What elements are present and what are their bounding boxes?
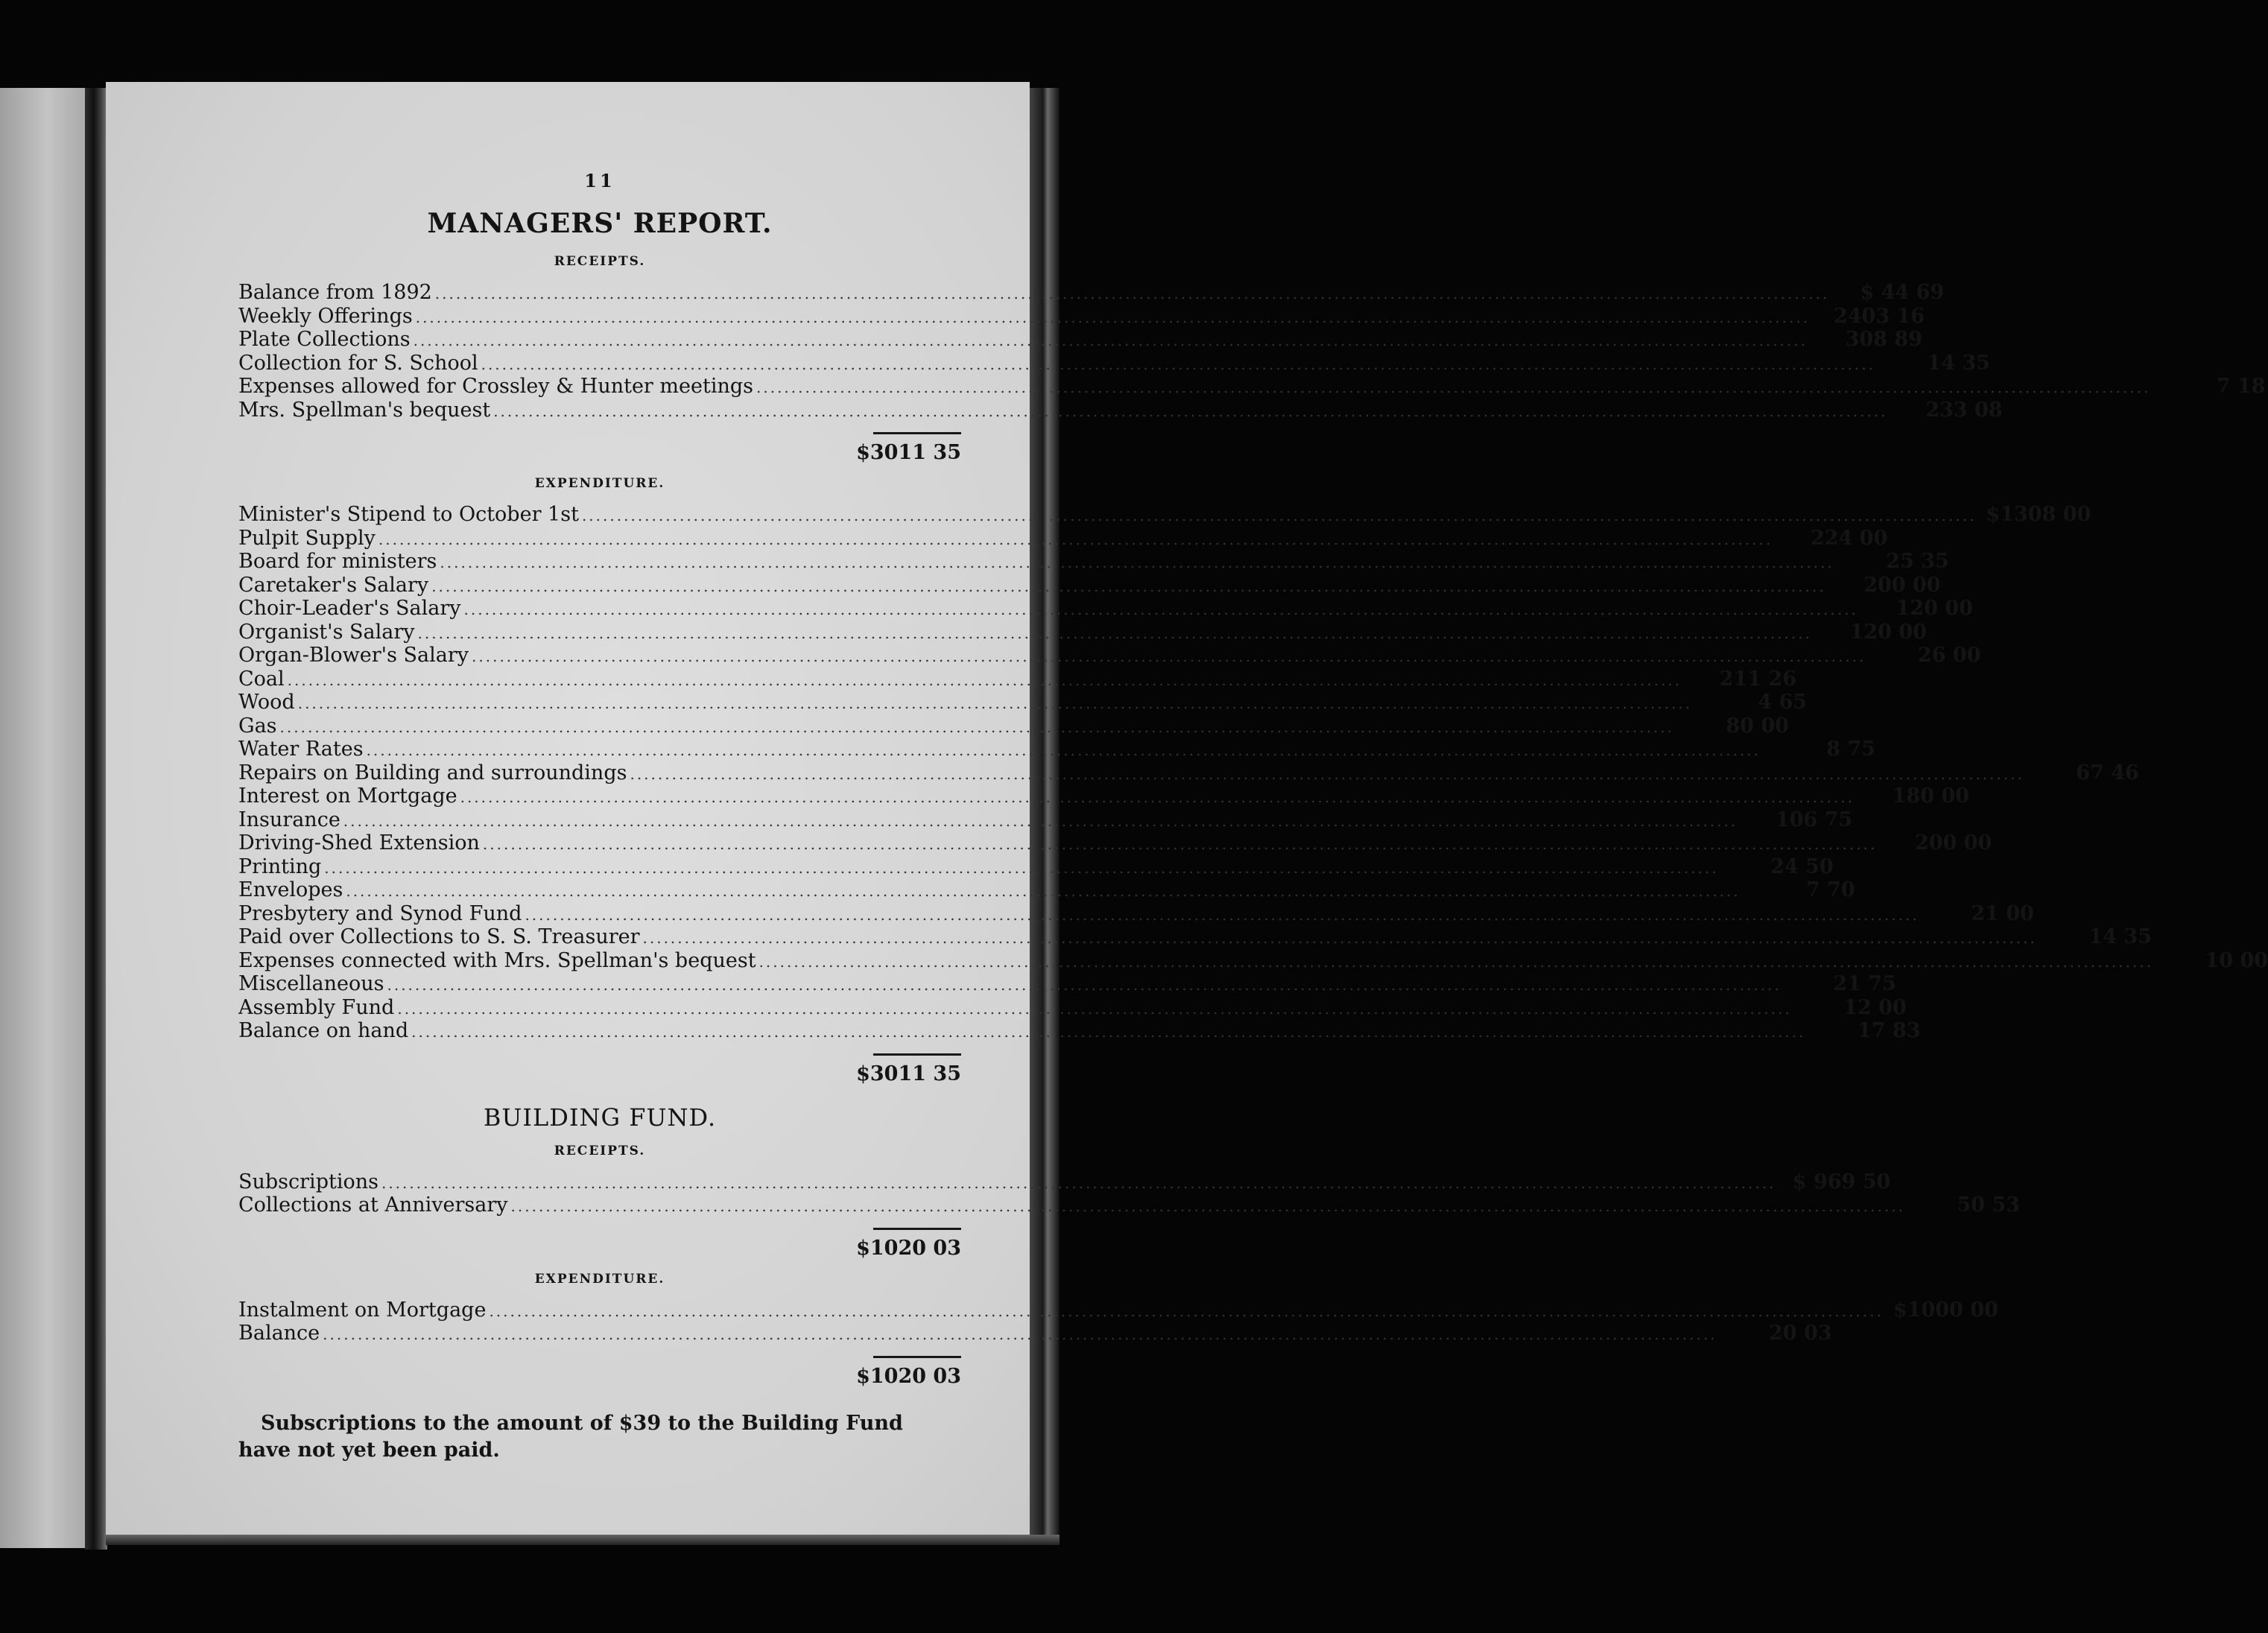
ledger-item-amount: 224 00 <box>1811 526 1888 550</box>
ledger-row <box>238 597 1973 621</box>
ledger-row <box>238 1193 2021 1217</box>
ledger-item-amount: 14 35 <box>2088 925 2152 948</box>
ledger-row <box>238 1019 1921 1043</box>
total-rule <box>873 1053 961 1056</box>
ledger-item-amount: 7 18 <box>2216 375 2266 398</box>
ledger-row <box>238 526 1888 551</box>
ledger-item-label: Board for ministers <box>238 550 437 573</box>
ledger-row <box>238 1322 1832 1345</box>
ledger-item-amount: 211 26 <box>1719 667 1797 691</box>
ledger-item-amount: 21 75 <box>1833 972 1896 995</box>
unpaid-subscriptions-note: Subscriptions to the amount of $39 to the Building Fund have not yet been paid. <box>238 1411 903 1462</box>
ledger-row <box>238 972 1896 996</box>
ledger-row <box>238 714 1790 738</box>
ledger-item-label: Minister's Stipend to October 1st <box>238 503 579 526</box>
ledger-item-amount: 26 00 <box>1917 644 1981 667</box>
ledger-row <box>238 398 2003 422</box>
ledger-item-amount: 200 00 <box>1863 573 1941 597</box>
ledger-item-label: Balance <box>238 1322 320 1345</box>
ledger-item-label: Collections at Anniversary <box>238 1193 508 1217</box>
ledger-row <box>238 281 1945 305</box>
ledger-item-amount: 7 70 <box>1806 878 1855 901</box>
ledger-item-label: Collection for S. School <box>238 351 478 375</box>
ledger-item-amount: 8 75 <box>1826 738 1876 761</box>
building-receipts-heading: RECEIPTS. <box>554 1143 646 1158</box>
ledger-item-label: Gas <box>238 714 277 738</box>
ledger-item-amount: 80 00 <box>1726 714 1790 738</box>
page-bottom-edge <box>106 1535 1059 1545</box>
leader-dots: ........................................................................................................................................................................................................ <box>756 378 2151 396</box>
ledger-item-label: Balance on hand <box>238 1019 409 1042</box>
ledger-row <box>238 738 1876 761</box>
total-rule <box>873 432 961 434</box>
ledger-row <box>238 691 1808 714</box>
ledger-item-amount: 10 00 <box>2205 948 2268 972</box>
building-receipts-ledger <box>238 1170 2021 1217</box>
leader-dots: ........................................................................................................................................................................................................ <box>346 882 1740 900</box>
leader-dots: ........................................................................................................................................................................................................ <box>481 355 1876 373</box>
ledger-item-amount: $1308 00 <box>1986 503 2091 526</box>
leader-dots: ........................................................................................................................................................................................................ <box>297 694 1693 712</box>
ledger-item-amount: 12 00 <box>1843 995 1907 1019</box>
ledger-item-amount: 14 35 <box>1927 351 1991 375</box>
ledger-item-label: Water Rates <box>238 738 364 761</box>
ledger-item-label: Assembly Fund <box>238 995 395 1019</box>
leader-dots: ........................................................................................................................................................................................................ <box>581 507 1977 524</box>
book-gutter <box>85 88 107 1550</box>
ledger-item-amount: 25 35 <box>1886 550 1949 573</box>
page-number: 11 <box>584 170 615 191</box>
managers-report-title: MANAGERS' REPORT. <box>427 208 773 239</box>
leader-dots: ........................................................................................................................................................................................................ <box>411 1023 1806 1041</box>
ledger-row <box>238 328 1923 352</box>
managers-receipts-ledger <box>238 281 2266 422</box>
leader-dots: ........................................................................................................................................................................................................ <box>440 554 1834 571</box>
ledger-item-amount: 308 89 <box>1845 328 1923 351</box>
ledger-item-label: Expenses connected with Mrs. Spellman's bequest <box>238 948 756 972</box>
ledger-row <box>238 925 2152 949</box>
ledger-item-amount: 233 08 <box>1925 398 2003 422</box>
ledger-item-label: Insurance <box>238 808 340 831</box>
ledger-row <box>238 1298 1998 1322</box>
managers-receipts-heading: RECEIPTS. <box>554 254 646 269</box>
ledger-item-amount: 120 00 <box>1849 620 1927 644</box>
managers-expenditure-total: $3011 35 <box>856 1062 961 1085</box>
ledger-item-label: Weekly Offerings <box>238 304 413 328</box>
ledger-row <box>238 831 1992 855</box>
ledger-row <box>238 550 1949 574</box>
ledger-item-label: Choir-Leader's Salary <box>238 597 461 620</box>
ledger-item-label: Envelopes <box>238 878 343 901</box>
ledger-row <box>238 503 2091 527</box>
ledger-item-label: Coal <box>238 667 285 691</box>
leader-dots: ........................................................................................................................................................................................................ <box>413 332 1808 349</box>
leader-dots: ........................................................................................................................................................................................................ <box>343 811 1738 830</box>
managers-receipts-total: $3011 35 <box>856 441 961 464</box>
leader-dots: ........................................................................................................................................................................................................ <box>460 788 1855 806</box>
ledger-item-amount: 21 00 <box>1971 901 2034 925</box>
ledger-row <box>238 784 1970 808</box>
leader-dots: ........................................................................................................................................................................................................ <box>463 600 1858 618</box>
ledger-item-amount: $ 969 50 <box>1792 1170 1891 1193</box>
ledger-item-amount: 180 00 <box>1892 784 1970 808</box>
ledger-row <box>238 620 1927 644</box>
leader-dots: ........................................................................................................................................................................................................ <box>287 670 1682 689</box>
ledger-item-label: Repairs on Building and surroundings <box>238 761 627 784</box>
leader-dots: ........................................................................................................................................................................................................ <box>525 905 1919 924</box>
ledger-item-amount: 24 50 <box>1770 854 1834 878</box>
ledger-item-amount: 20 03 <box>1769 1322 1832 1345</box>
ledger-item-amount: 17 83 <box>1857 1019 1921 1042</box>
ledger-row <box>238 901 2034 926</box>
ledger-item-label: Expenses allowed for Crossley & Hunter meetings <box>238 375 753 398</box>
ledger-item-amount: 200 00 <box>1915 831 1992 854</box>
ledger-item-label: Subscriptions <box>238 1170 378 1193</box>
leader-dots: ........................................................................................................................................................................................................ <box>482 835 1878 853</box>
ledger-row <box>238 761 2139 785</box>
leader-dots: ........................................................................................................................................................................................................ <box>323 1325 1717 1343</box>
leader-dots: ........................................................................................................................................................................................................ <box>642 929 2037 947</box>
ledger-item-label: Wood <box>238 691 295 714</box>
ledger-row <box>238 667 1797 691</box>
ledger-row <box>238 351 1991 375</box>
leader-dots: ........................................................................................................................................................................................................ <box>381 1173 1776 1192</box>
ledger-item-amount: 120 00 <box>1895 597 1973 620</box>
leader-dots: ........................................................................................................................................................................................................ <box>324 858 1719 877</box>
ledger-item-label: Presbytery and Synod Fund <box>238 901 522 925</box>
ledger-item-label: Mrs. Spellman's bequest <box>238 398 491 422</box>
facing-page <box>0 88 86 1548</box>
leader-dots: ........................................................................................................................................................................................................ <box>489 1301 1884 1320</box>
ledger-item-label: Plate Collections <box>238 328 411 351</box>
leader-dots: ........................................................................................................................................................................................................ <box>630 764 2024 783</box>
ledger-item-label: Instalment on Mortgage <box>238 1298 487 1322</box>
ledger-item-label: Driving-Shed Extension <box>238 831 480 854</box>
ledger-row <box>238 995 1907 1020</box>
ledger-item-amount: 50 53 <box>1957 1193 2021 1217</box>
leader-dots: ........................................................................................................................................................................................................ <box>279 717 1675 736</box>
leader-dots: ........................................................................................................................................................................................................ <box>434 285 1830 302</box>
ledger-item-label: Interest on Mortgage <box>238 784 457 808</box>
ledger-item-label: Miscellaneous <box>238 972 384 995</box>
ledger-item-amount: 2403 16 <box>1834 304 1925 328</box>
leader-dots: ........................................................................................................................................................................................................ <box>397 999 1792 1018</box>
leader-dots: ........................................................................................................................................................................................................ <box>758 952 2154 971</box>
total-rule <box>873 1228 961 1230</box>
ledger-row <box>238 854 1834 879</box>
building-expenditure-total: $1020 03 <box>856 1364 961 1388</box>
ledger-item-label: Paid over Collections to S. S. Treasurer <box>238 925 640 948</box>
leader-dots: ........................................................................................................................................................................................................ <box>378 530 1773 548</box>
ledger-item-amount: 67 46 <box>2076 761 2139 784</box>
ledger-item-label: Printing <box>238 854 322 878</box>
building-fund-title: BUILDING FUND. <box>483 1103 717 1132</box>
leader-dots: ........................................................................................................................................................................................................ <box>415 308 1811 326</box>
ledger-item-amount: $ 44 69 <box>1860 281 1945 304</box>
ledger-item-label: Pulpit Supply <box>238 526 376 550</box>
ledger-item-label: Balance from 1892 <box>238 281 432 304</box>
ledger-item-amount: 106 75 <box>1775 808 1853 831</box>
ledger-item-amount: 4 65 <box>1758 691 1808 714</box>
total-rule <box>873 1356 961 1358</box>
ledger-row <box>238 878 1855 902</box>
building-expenditure-ledger <box>238 1298 1998 1345</box>
ledger-row <box>238 948 2268 973</box>
leader-dots: ........................................................................................................................................................................................................ <box>472 647 1866 665</box>
building-expenditure-heading: EXPENDITURE. <box>534 1271 665 1287</box>
leader-dots: ........................................................................................................................................................................................................ <box>510 1197 1906 1215</box>
ledger-item-amount: $1000 00 <box>1893 1298 1998 1322</box>
ledger-item-label: Organ-Blower's Salary <box>238 644 469 667</box>
ledger-row <box>238 808 1853 832</box>
ledger-row <box>238 644 1981 668</box>
ledger-row <box>238 375 2266 399</box>
building-receipts-total: $1020 03 <box>856 1236 961 1260</box>
managers-expenditure-ledger <box>238 503 2268 1043</box>
leader-dots: ........................................................................................................................................................................................................ <box>366 741 1761 759</box>
page-content <box>238 170 2268 1464</box>
ledger-row <box>238 304 1925 329</box>
ledger-row <box>238 1170 1891 1194</box>
leader-dots: ........................................................................................................................................................................................................ <box>387 976 1781 994</box>
ledger-row <box>238 573 1941 597</box>
leader-dots: ........................................................................................................................................................................................................ <box>431 577 1826 595</box>
leader-dots: ........................................................................................................................................................................................................ <box>493 402 1888 420</box>
ledger-item-label: Caretaker's Salary <box>238 573 429 597</box>
leader-dots: ........................................................................................................................................................................................................ <box>417 624 1812 642</box>
managers-expenditure-heading: EXPENDITURE. <box>534 476 665 491</box>
ledger-item-label: Organist's Salary <box>238 620 415 644</box>
